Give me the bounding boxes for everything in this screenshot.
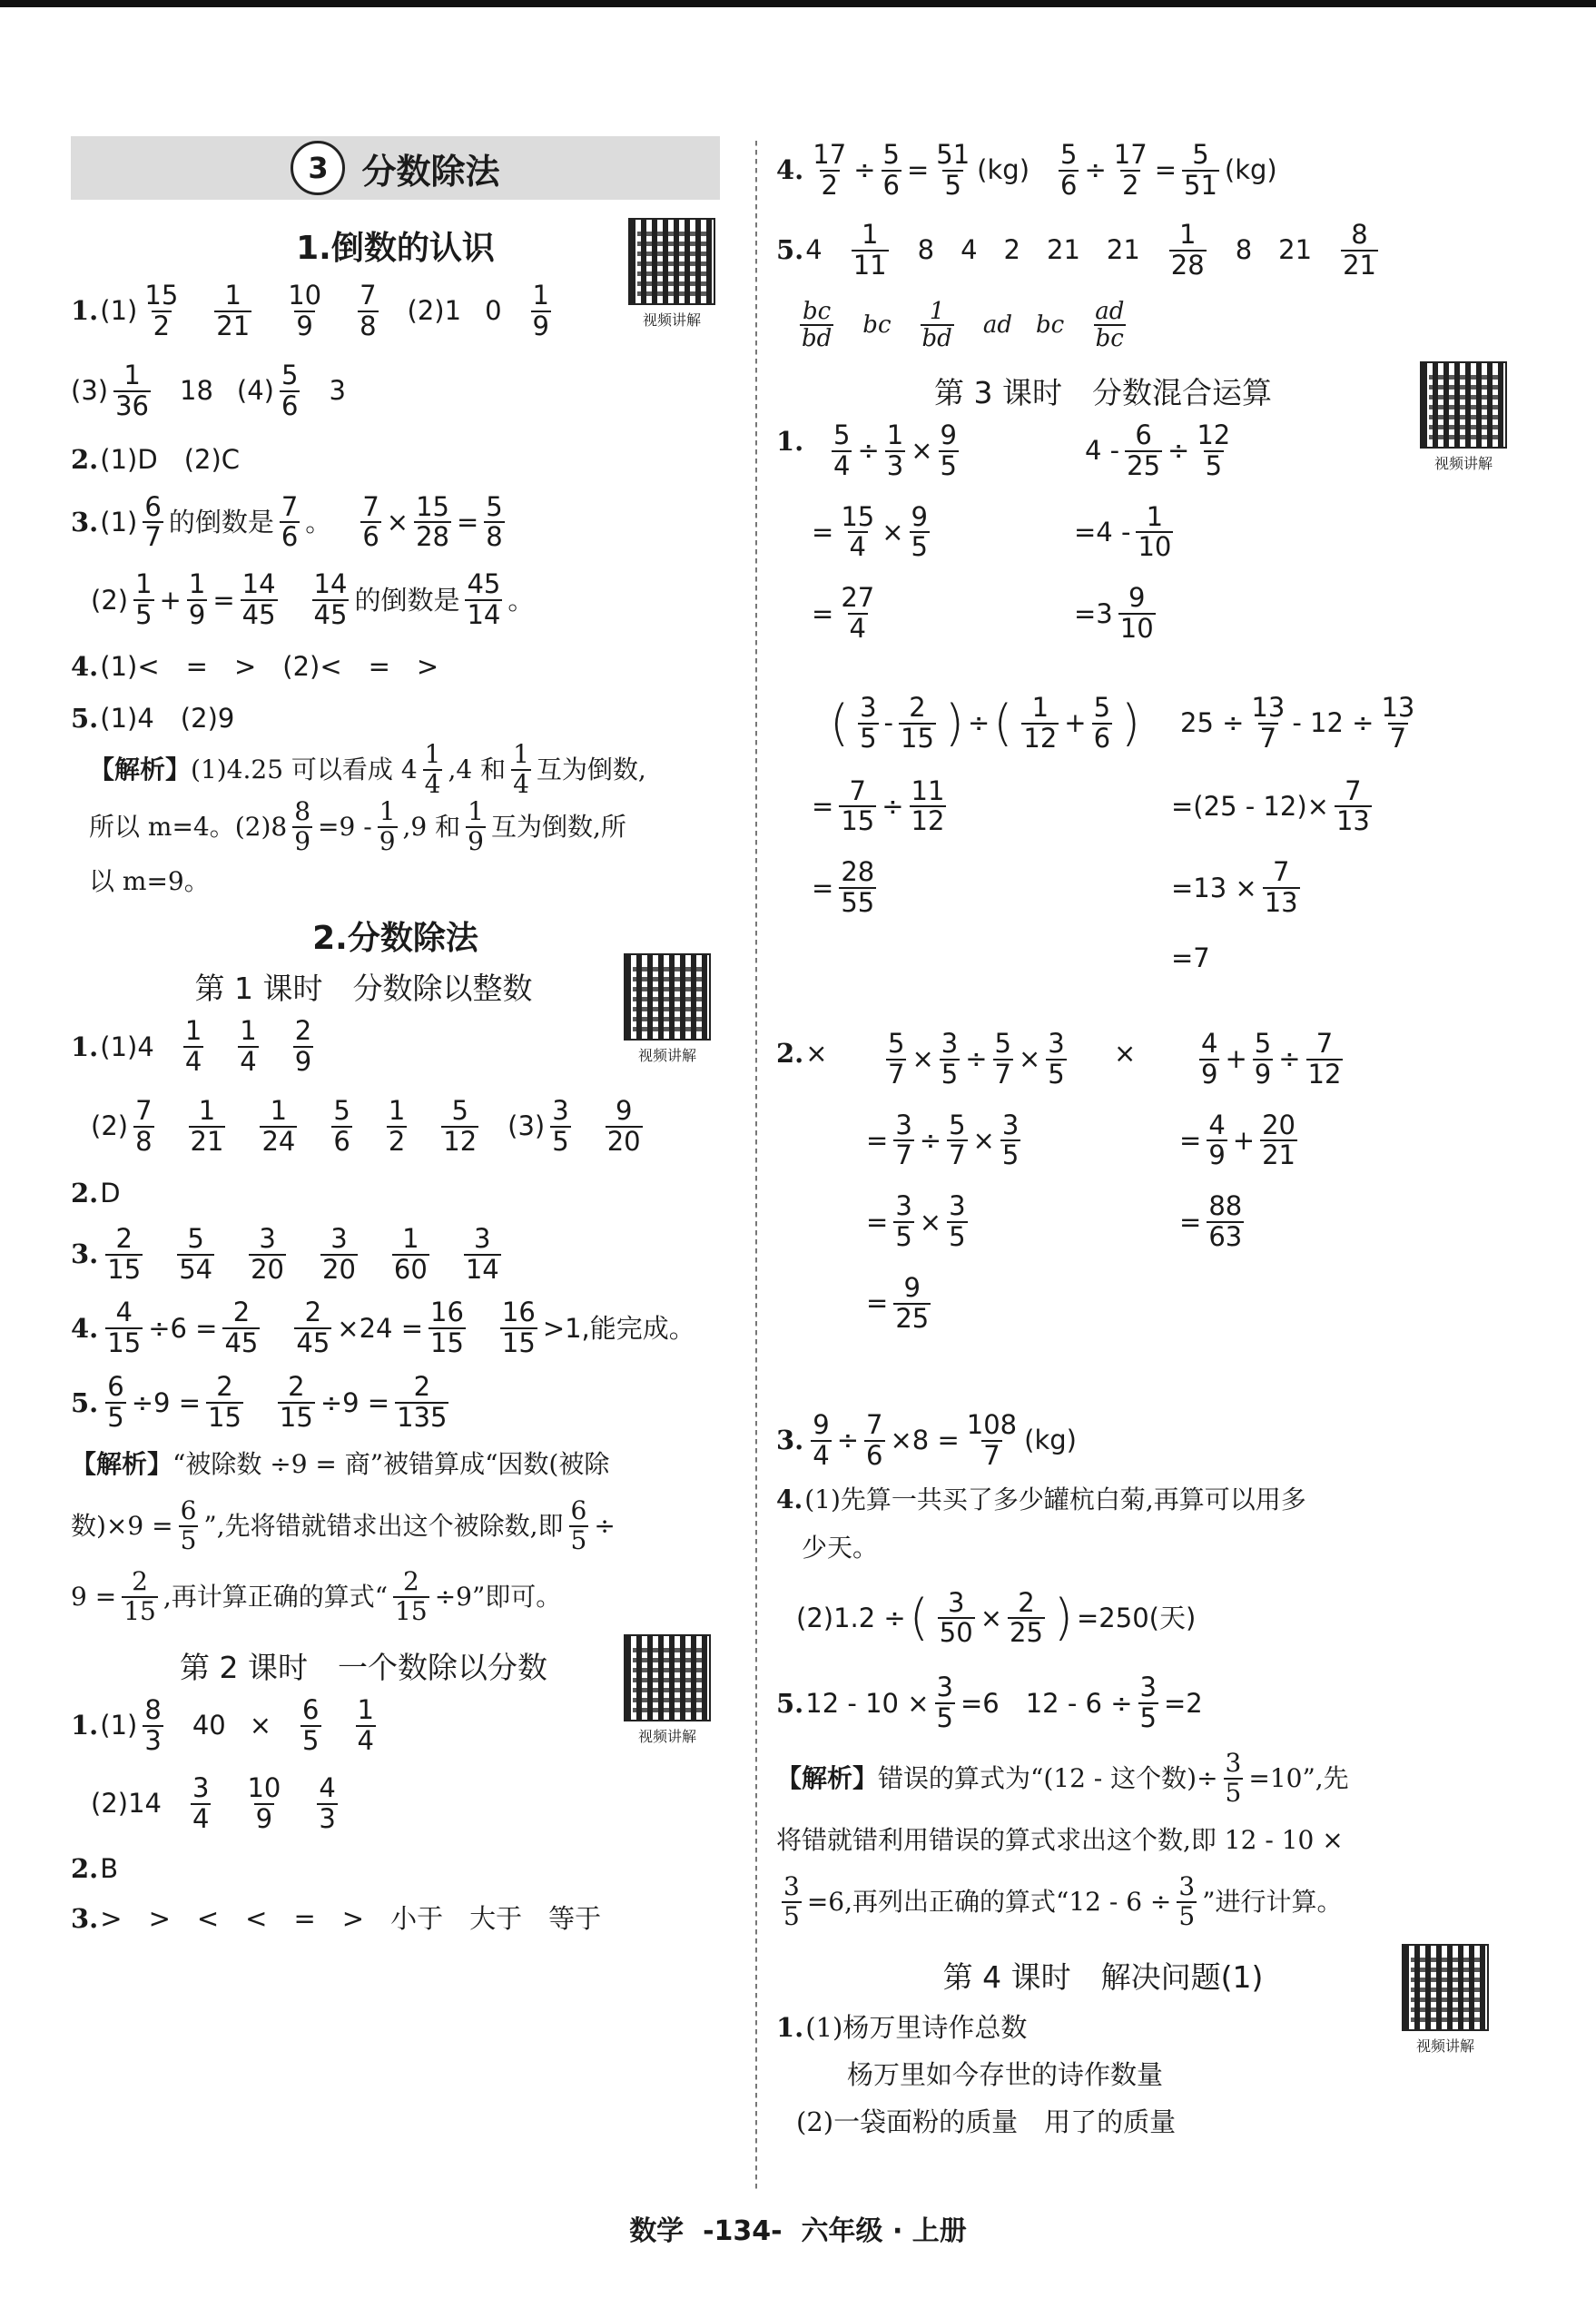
answer-line: 5. (1)4 (2)9 bbox=[71, 703, 235, 735]
answer-line: 3. > > < < = > 小于 大于 等于 bbox=[71, 1902, 602, 1934]
qr-code-icon bbox=[628, 218, 715, 305]
right-column bbox=[776, 141, 1530, 2145]
answer-line: 4. $\frac{17}{2}$ ÷ $\frac{5}{6}$ = $\frac{51}{5}$ (kg) $\frac{5}{6}$ ÷ $\frac{17}{2}$ = $\frac{5}{51}$ (kg) bbox=[776, 139, 1277, 201]
qr-code[interactable] bbox=[628, 218, 715, 330]
fraction: $\frac{15}{2}$ bbox=[144, 280, 179, 341]
answer-line: 3. $\frac{9}{4}$ ÷ $\frac{7}{6}$ ×8 = $\frac{108}{7}$ (kg) bbox=[776, 1408, 1077, 1471]
question-number: 2. bbox=[71, 443, 99, 475]
page-number: -134- bbox=[703, 2215, 783, 2247]
footer-subject: 数学 bbox=[629, 2215, 685, 2247]
fraction: $\frac{5}{8}$ bbox=[486, 490, 503, 553]
fraction: $\frac{1}{4}$ bbox=[513, 739, 529, 800]
page-footer bbox=[0, 2208, 1596, 2248]
answer-line: 2. D bbox=[71, 1177, 121, 1208]
fraction: $\frac{7}{6}$ bbox=[362, 490, 379, 553]
text: (4) bbox=[236, 375, 274, 407]
question-number: 3. bbox=[71, 506, 99, 538]
left-column bbox=[71, 136, 720, 1932]
text: (3) bbox=[71, 375, 109, 407]
fraction: $\frac{14}{45}$ bbox=[313, 568, 348, 631]
fraction: $\frac{6}{7}$ bbox=[144, 490, 162, 553]
answer-line: 4. (1)< = > (2)< = > bbox=[71, 651, 439, 683]
analysis-paragraph: 【解析】 (1)4.25 可以看成 4 $\frac{1}{4}$ ,4 和 $\frac{1}{4}$ 互为倒数, 所以 m=4。(2)8 $\frac{8}{9}$ =9 - $\frac{1}{9}$ ,9 和 $\frac{1}{9}$ 互为倒数,所 以 m=9。 bbox=[89, 739, 646, 897]
computation-block: 2. × $\frac{5}{7}$ × $\frac{3}{5}$ ÷ $\frac{5}{7}$ × $\frac{3}{5}$ = $\frac{3}{7}$ ÷ $\frac{5}{7}$ × $\frac{3}{5}$ = $\frac{3}{5}$ × $\frac{3}{5}$ = $\frac{9}{25}$ × $\frac{4}{9}$ + $\frac{5}{9}$ ÷ $\frac{7}{12}$ = $\frac{4}{9}$ + $\frac{20}{21}$ = $\frac{88}{63}$ bbox=[776, 1027, 1342, 1334]
text: 18 bbox=[180, 375, 213, 407]
fraction: $\frac{7}{8}$ bbox=[360, 280, 377, 341]
fraction: $\frac{45}{14}$ bbox=[467, 568, 501, 631]
fraction: $\frac{1}{36}$ bbox=[115, 359, 149, 421]
answer-line bbox=[71, 361, 720, 421]
qr-code-icon bbox=[624, 953, 711, 1041]
chapter-number: 3 bbox=[291, 141, 345, 195]
answer-line: 2. B bbox=[71, 1852, 119, 1884]
answer-line: 1. (1)4 $\frac{1}{4}$ $\frac{1}{4}$ $\frac{2}{9}$ bbox=[71, 1015, 312, 1078]
qr-code[interactable] bbox=[624, 953, 711, 1065]
qr-code-icon bbox=[1402, 1944, 1489, 2031]
answer-line: 5. 12 - 10 × $\frac{3}{5}$ =6 12 - 6 ÷ $\frac{3}{5}$ =2 bbox=[776, 1672, 1203, 1734]
footer-grade: 六年级 · 上册 bbox=[801, 2215, 967, 2247]
top-border bbox=[0, 0, 1596, 7]
analysis-paragraph: 【解析】 错误的算式为“(12 - 这个数)÷ $\frac{3}{5}$ =10”,先 将错就错利用错误的算式求出这个数,即 12 - 10 × $\frac{3}{5}$ =6,再列出正确的算式“12 - 6 ÷ $\frac{3}{5}$ ”进行计算。 bbox=[776, 1748, 1349, 1932]
fraction: $\frac{8}{9}$ bbox=[294, 796, 311, 857]
computation-d: 25 ÷ $\frac{13}{7}$ - 12 ÷ $\frac{13}{7}$ =(25 - 12)× $\frac{7}{13}$ =13 × $\frac{7}{13}$ =7 bbox=[1171, 691, 1415, 974]
computation-b: 4 - $\frac{6}{25}$ ÷ $\frac{12}{5}$ =4 - $\frac{1}{10}$ =3 $\frac{9}{10}$ bbox=[1074, 419, 1231, 645]
qr-code[interactable] bbox=[624, 1634, 711, 1746]
qr-caption: 视频讲解 bbox=[637, 1728, 696, 1746]
analysis-label: 【解析】 bbox=[89, 755, 192, 785]
qr-caption: 视频讲解 bbox=[1415, 2037, 1474, 2056]
fraction: $\frac{1}{9}$ bbox=[188, 568, 206, 631]
question-number: 1. bbox=[71, 295, 99, 327]
fraction: $\frac{1}{9}$ bbox=[379, 796, 396, 857]
answer-line: 3. $\frac{2}{15}$ $\frac{5}{54}$ $\frac{3}{20}$ $\frac{3}{20}$ $\frac{1}{60}$ $\frac{3}{14}$ bbox=[71, 1222, 499, 1285]
answer-line bbox=[71, 443, 720, 475]
fraction: $\frac{1}{21}$ bbox=[216, 280, 251, 341]
answer-line: 5. 4 $\frac{1}{11}$ 8 4 2 21 21 $\frac{1}{28}$ 8 21 $\frac{8}{21}$ bbox=[776, 218, 1376, 281]
text: (2)1 bbox=[407, 295, 462, 327]
lesson-title: 第 1 课时 分数除以整数 bbox=[194, 970, 533, 1006]
lesson-title: 第 4 课时 解决问题(1) bbox=[942, 1958, 1264, 1995]
analysis-paragraph: 【解析】 “被除数 ÷9 = 商”被错算成“因数(被除 数)×9 = $\frac{6}{5}$ ”,先将错就错求出这个被除数,即 $\frac{6}{5}$ ÷ 9 = $\frac{2}{15}$ ,再计算正确的算式“ $\frac{2}{15}$ ÷9”即可。 bbox=[71, 1449, 616, 1627]
computation-block: 1. $\frac{5}{4}$ ÷ $\frac{1}{3}$ × $\frac{9}{5}$ = $\frac{15}{4}$ × $\frac{9}{5}$ = $\frac{27}{4}$ 4 - $\frac{6}{25}$ ÷ $\frac{12}{5}$ =4 - $\frac{1}{10}$ =3 $\frac{9}{10}$ ( $\frac{3}{5}$ - $\frac{2}{15}$ ) ÷ ( $\frac{1}{12}$ + $\frac{5}{6}$ ) = $\frac{7}{15}$ ÷ $\frac{11}{12}$ = $\frac{28}{55}$ 25 ÷ $\frac{13}{7}$ - 12 ÷ $\frac{13}{7}$ =(25 - 12)× $\frac{7}{13}$ =13 × $\frac{7}{13}$ =7 bbox=[776, 421, 1530, 1030]
lesson-header bbox=[776, 361, 1530, 472]
fraction: $\frac{7}{6}$ bbox=[281, 490, 299, 553]
text: (1)D (2)C bbox=[100, 443, 241, 475]
answer-line: (2) $\frac{7}{8}$ $\frac{1}{21}$ $\frac{1}{24}$ $\frac{5}{6}$ $\frac{1}{2}$ $\frac{5}{12}$ (3) $\frac{3}{5}$ $\frac{9}{20}$ bbox=[91, 1094, 641, 1157]
chapter-header bbox=[71, 136, 720, 200]
section-title: 1.倒数的认识 bbox=[296, 229, 495, 267]
qr-code[interactable] bbox=[1402, 1944, 1489, 2056]
fraction: $\frac{10}{9}$ bbox=[288, 280, 322, 341]
answer-line: 3. (1) $\frac{6}{7}$ 的倒数是 $\frac{7}{6}$ 。 $\frac{7}{6}$ × $\frac{15}{28}$ = $\frac{5}{8}$ bbox=[71, 490, 503, 553]
section-title: 2.分数除法 bbox=[312, 919, 478, 957]
fraction: $\frac{1}{9}$ bbox=[532, 280, 549, 341]
chapter-title: 分数除法 bbox=[361, 151, 500, 192]
computation-a: $\frac{5}{4}$ ÷ $\frac{1}{3}$ × $\frac{9}{5}$ = $\frac{15}{4}$ × $\frac{9}{5}$ = $\frac{27}{4}$ bbox=[812, 419, 957, 645]
fraction: $\frac{5}{6}$ bbox=[281, 359, 299, 421]
answer-line: 5. $\frac{6}{5}$ ÷9 = $\frac{2}{15}$ $\frac{2}{15}$ ÷9 = $\frac{2}{135}$ bbox=[71, 1371, 448, 1434]
lesson-title: 第 2 课时 一个数除以分数 bbox=[180, 1649, 547, 1685]
fraction: $\frac{1}{4}$ bbox=[424, 739, 441, 800]
qr-caption: 视频讲解 bbox=[1433, 454, 1493, 472]
qr-caption: 视频讲解 bbox=[637, 1047, 696, 1065]
column-divider bbox=[755, 141, 757, 2193]
fraction: $\frac{14}{45}$ bbox=[241, 568, 276, 631]
answer-paragraph: 4. (1)先算一共买了多少罐杭白菊,再算可以用多 少天。 bbox=[776, 1484, 1306, 1563]
computation-c: ( $\frac{3}{5}$ - $\frac{2}{15}$ ) ÷ ( $\frac{1}{12}$ + $\frac{5}{6}$ ) = $\frac{7}{15}$ ÷ $\frac{11}{12}$ = $\frac{28}{55}$ bbox=[812, 691, 1141, 919]
question-number: 4. bbox=[71, 651, 99, 683]
text: 3 bbox=[329, 375, 346, 407]
qr-code-icon bbox=[624, 1634, 711, 1721]
answer-line bbox=[71, 281, 720, 341]
lesson-title: 第 3 课时 分数混合运算 bbox=[934, 375, 1272, 411]
answer-line: 1. (1) $\frac{8}{3}$ 40 × $\frac{6}{5}$ $\frac{1}{4}$ bbox=[71, 1694, 374, 1756]
answer-line: (2) $\frac{1}{5}$ + $\frac{1}{9}$ = $\frac{14}{45}$ $\frac{14}{45}$ 的倒数是 $\frac{45}{14}$ 。 bbox=[91, 568, 535, 631]
answer-line: (2)1.2 ÷ ( $\frac{3}{50}$ × $\frac{2}{25}$ ) =250(天) bbox=[796, 1586, 1197, 1649]
answer-line: 4. $\frac{4}{15}$ ÷6 = $\frac{2}{45}$ $\frac{2}{45}$ ×24 = $\frac{16}{15}$ $\frac{16}{15}$ >1,能完成。 bbox=[71, 1297, 695, 1359]
answer-paragraph: 1. (1)杨万里诗作总数 杨万里如今存世的诗作数量 (2)一袋面粉的质量 用了的质量 bbox=[776, 2011, 1177, 2137]
answer-line: (2)14 $\frac{3}{4}$ $\frac{10}{9}$ $\frac{4}{3}$ bbox=[91, 1771, 336, 1834]
qr-caption: 视频讲解 bbox=[642, 311, 701, 329]
question-number: 5. bbox=[71, 703, 99, 735]
answer-line: $\frac{bc}{bd}$ bc $\frac{1}{bd}$ ad bc $\frac{ad}{bc}$ bbox=[802, 297, 1125, 353]
fraction: $\frac{15}{28}$ bbox=[416, 490, 449, 553]
section-header bbox=[71, 912, 720, 959]
text: 0 bbox=[485, 295, 502, 327]
text: (1) bbox=[100, 295, 138, 327]
fraction: $\frac{1}{5}$ bbox=[135, 568, 153, 631]
question-number: 1. bbox=[71, 1031, 99, 1062]
fraction: $\frac{1}{9}$ bbox=[468, 796, 484, 857]
lesson-header bbox=[776, 1946, 1530, 2056]
